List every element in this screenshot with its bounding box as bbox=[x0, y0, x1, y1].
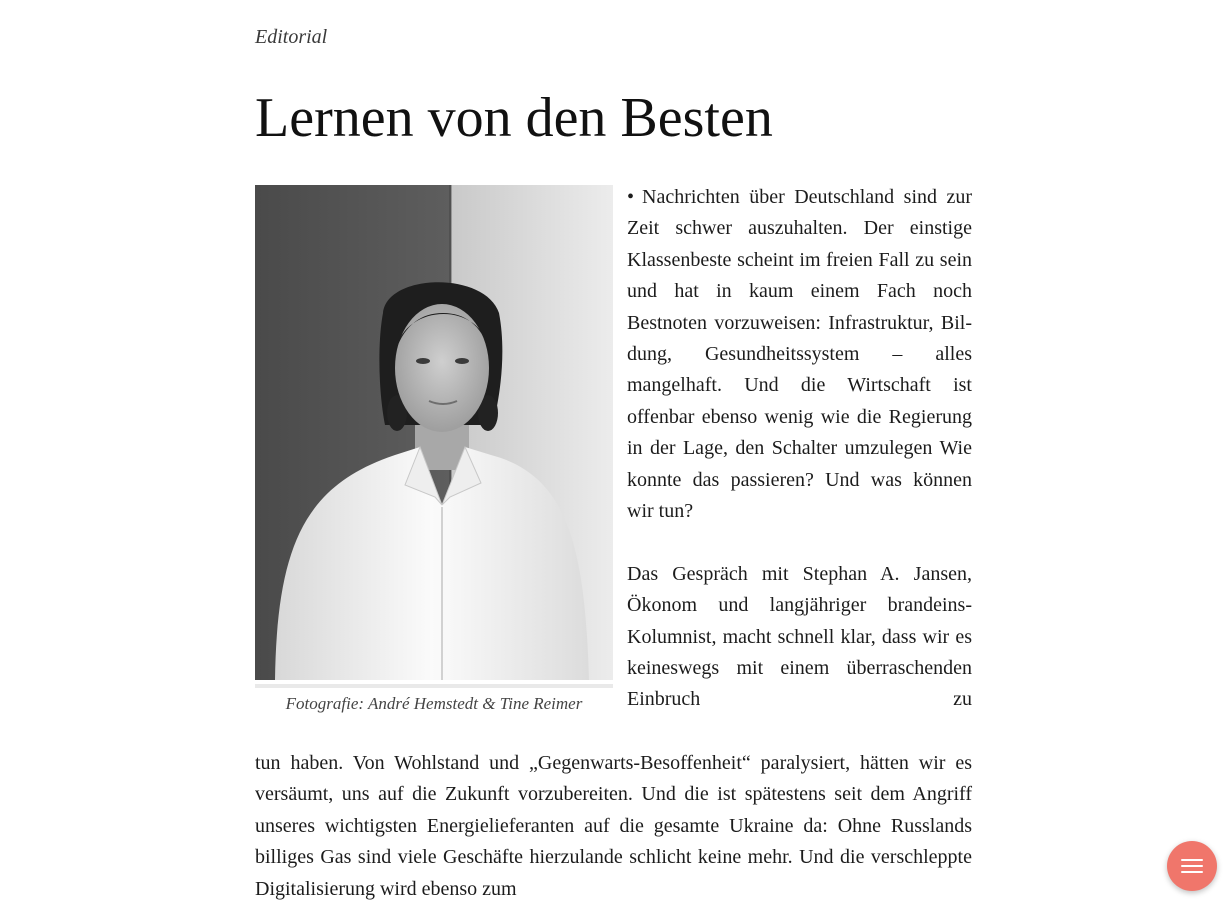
paragraph-1-text: Nachrichten über Deutschland sind zur Zeit schwer auszuhalten. Der einstige Klassenbeste scheint im freien Fall zu sein und hat in kaum einem Fach noch Bestnoten vorzuweisen: Infrastruktur, Bildung, Gesundheitssystem – alles mangelhaft. Und die Wirtschaft ist offenbar ebenso wenig wie die Regierung in der Lage, den Schalter umzulegen Wie konnte das passieren? Und was können wir tun? bbox=[627, 186, 972, 523]
body-paragraph bbox=[627, 559, 972, 716]
paragraph-bullet: • bbox=[627, 186, 635, 208]
body-text-full-width bbox=[255, 748, 972, 900]
body-paragraph bbox=[627, 182, 972, 527]
article-title: Lernen von den Besten bbox=[255, 87, 773, 149]
menu-lines-icon bbox=[1181, 858, 1203, 874]
paragraph-2-side-text: Das Gespräch mit Stephan A. Jansen, Ökonom und langjähriger brandeins-Kolumnist, macht schnell klar, dass wir es keineswegs mit einem überraschenden Einbruch zu bbox=[627, 562, 972, 711]
article-category: Editorial bbox=[255, 26, 328, 48]
caption-divider bbox=[255, 684, 613, 688]
photo-caption: Fotografie: André Hemstedt & Tine Reimer bbox=[285, 694, 583, 713]
body-paragraph-continued: tun haben. Von Wohlstand und „Gegenwarts-Besoffenheit“ paralysiert, hätten wir es versäumt, uns auf die Zukunft vorzubereiten. Und die ist spätestens seit dem Angriff unseres wichtigsten Energielieferanten auf die gesamte Ukraine da: Ohne Russlands billiges Gas sind viele Geschäfte hierzulande schlicht keine mehr. Und die verschleppte Digitalisierung wird ebenso zum bbox=[255, 752, 972, 900]
body-text-column bbox=[627, 182, 972, 716]
menu-fab-button[interactable] bbox=[1167, 841, 1217, 891]
portrait-photo bbox=[255, 185, 613, 680]
article-figure bbox=[255, 185, 613, 714]
